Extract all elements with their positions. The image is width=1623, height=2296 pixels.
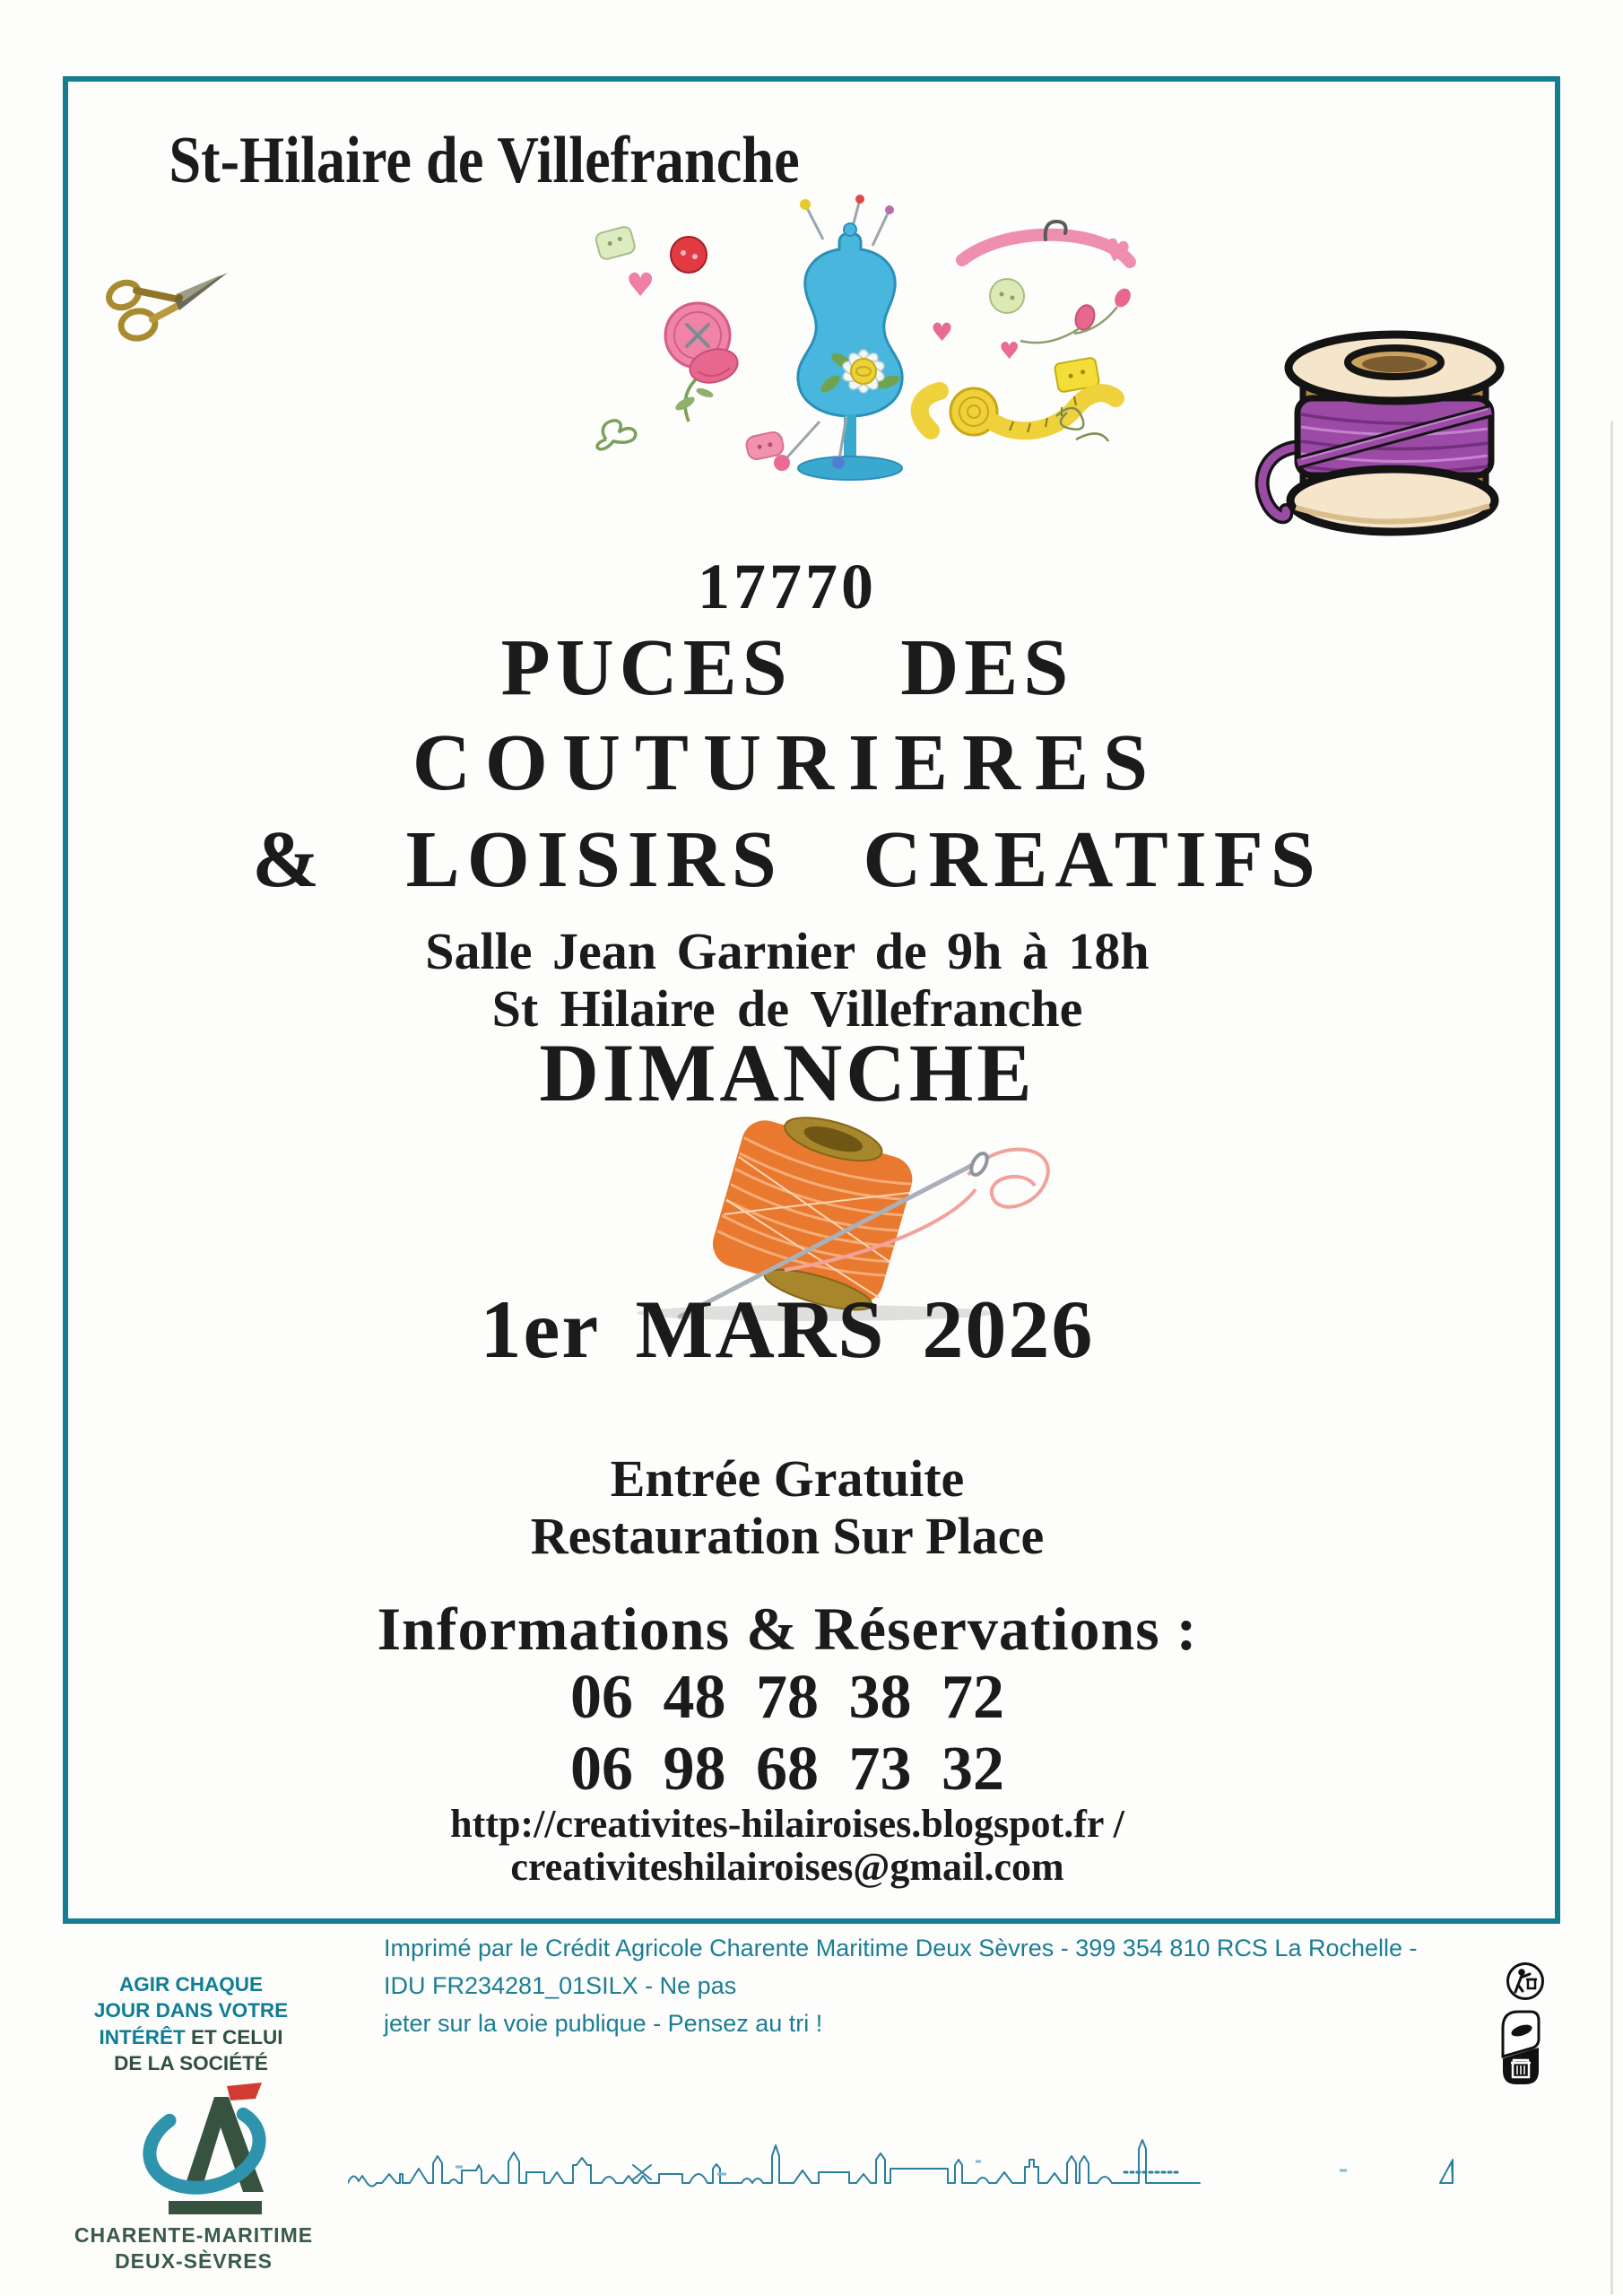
event-name-line3: & LOISIRS CREATIFS [252, 815, 1323, 904]
event-date: 1er MARS 2026 [480, 1283, 1095, 1375]
event-name-line2: COUTURIERES [412, 718, 1163, 807]
ca-tagline-line2: JOUR DANS VOTRE [93, 1999, 289, 2022]
sewing-scene-icon [554, 190, 1141, 491]
ca-tagline [74, 1971, 308, 2076]
ca-tagline-line1: AGIR CHAQUE [118, 1973, 263, 1996]
ca-tagline-line3-dark: ET CELUI [191, 2025, 283, 2048]
ca-tagline-line3-teal: INTÉRÊT [99, 2025, 186, 2048]
catering-line: Restauration Sur Place [530, 1507, 1045, 1565]
scan-edge-line [1610, 422, 1613, 2294]
event-day: DIMANCHE [539, 1027, 1036, 1118]
svg-text:♥: ♥ [1098, 230, 1134, 273]
ca-tagline-line4: DE LA SOCIÉTÉ [114, 2051, 268, 2074]
town-line: St Hilaire de Villefranche [491, 979, 1083, 1038]
venue-line: Salle Jean Garnier de 9h à 18h [425, 922, 1150, 980]
ca-tagline-line3 [74, 2024, 308, 2050]
print-notice-line2: jeter sur la voie publique - Pensez au tri ! [384, 2009, 823, 2037]
credit-agricole-logo [127, 2083, 280, 2222]
website-url: http://creativites-hilairoises.blogspot.fr / [450, 1802, 1124, 1846]
recycling-sort-icon [1499, 2009, 1542, 2086]
ca-bank-name [34, 2222, 353, 2274]
phone-number-1: 06 48 78 38 72 [570, 1663, 1004, 1732]
page-title: St-Hilaire de Villefranche [169, 124, 800, 197]
ca-bank-name-line1: CHARENTE-MARITIME [74, 2223, 314, 2247]
print-notice-line1: Imprimé par le Crédit Agricole Charente Maritime Deux Sèvres - 399 354 810 RCS La Rochelle - IDU FR234281_01SILX - Ne pas [384, 1935, 1418, 1999]
print-notice [384, 1930, 1460, 2043]
svg-text:♥: ♥ [999, 338, 1020, 365]
purple-thread-spool-icon [1242, 312, 1540, 552]
postal-code: 17770 [698, 551, 877, 622]
svg-text:♥: ♥ [931, 317, 954, 347]
event-name-line1: PUCES DES [500, 623, 1074, 712]
email-address: creativiteshilairoises@gmail.com [510, 1845, 1064, 1889]
scissors-icon [97, 262, 236, 356]
svg-text:♥: ♥ [626, 267, 655, 304]
phone-number-2: 06 98 68 73 32 [570, 1735, 1004, 1804]
info-heading: Informations & Réservations : [377, 1595, 1198, 1663]
town-skyline-icon [348, 2127, 1551, 2197]
free-entry-line: Entrée Gratuite [610, 1449, 965, 1508]
do-not-litter-icon [1505, 1961, 1546, 2002]
ca-bank-name-line2: DEUX-SÈVRES [115, 2248, 273, 2273]
